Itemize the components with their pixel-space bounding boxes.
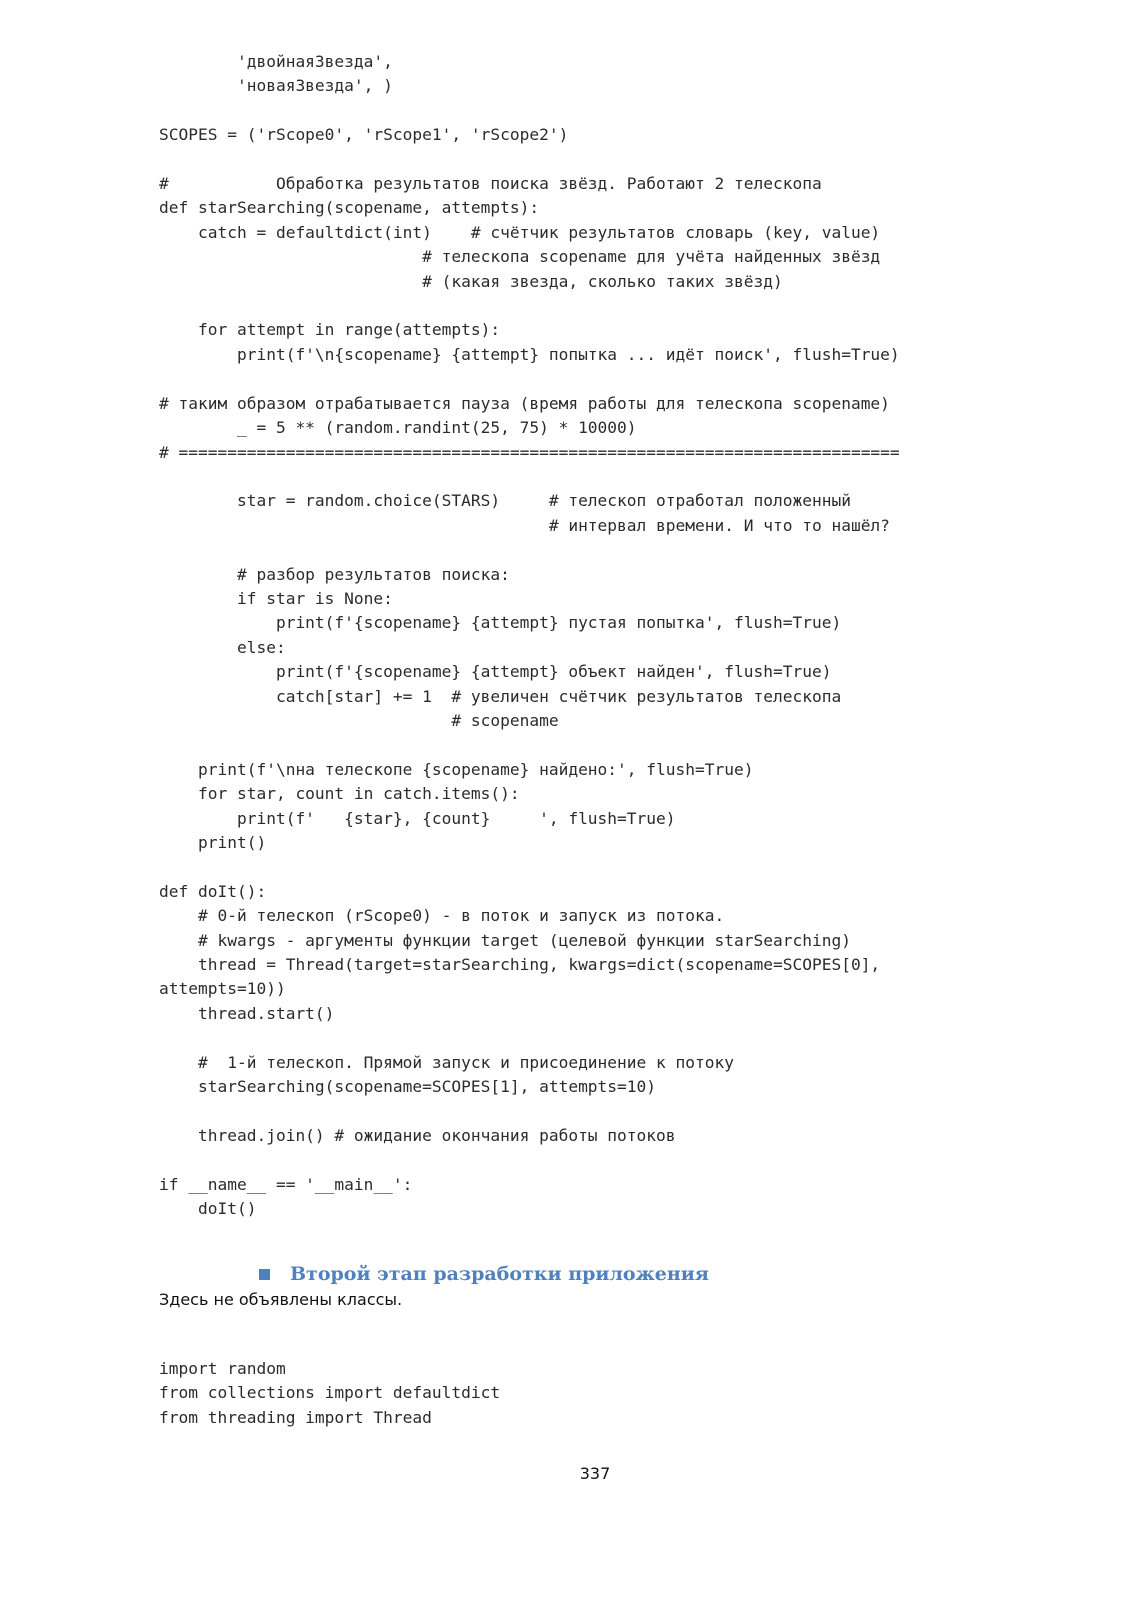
page-number: 337	[579, 1464, 611, 1483]
code-block-star-searching: 'двойнаяЗвезда', 'новаяЗвезда', ) SCOPES = ('rScope0', 'rScope1', 'rScope2') # Обработка результатов поиска звёзд. Работают 2 телескопа def starSearching(scopename, attempts): catch = defaultdict(int) # счётчик результатов словарь (key, value) # телескопа scopename для учёта найденных звёзд # (какая звезда, сколько таких звёзд) for attempt in range(attempts): print(f'\n{scopename} {attempt} попытка ... идёт поиск', flush=True) # таким образом отрабатывается пауза (время работы для телескопа scopename) _ = 5 ** (random.randint(25, 75) * 10000) # ========================================================================== star = random.choice(STARS) # телескоп отработал положенный # интервал времени. И что то нашёл? # разбор результатов поиска: if star is None: print(f'{scopename} {attempt} пустая попытка', flush=True) else: print(f'{scopename} {attempt} объект найден', flush=True) catch[star] += 1 # увеличен счётчик результатов телескопа # scopename print(f'\nна телескопе {scopename} найдено:', flush=True) for star, count in catch.items(): print(f' {star}, {count} ', flush=True) print() def doIt(): # 0-й телескоп (rScope0) - в поток и запуск из потока. # kwargs - аргументы функции target (целевой функции starSearching) thread = Thread(target=starSearching, kwargs=dict(scopename=SCOPES[0], attempts=10)) thread.start() # 1-й телескоп. Прямой запуск и присоединение к потоку starSearching(scopename=SCOPES[1], attempts=10) thread.join() # ожидание окончания работы потоков if __name__ == '__main__': doIt()	[159, 52, 900, 1219]
section-intro-text: Здесь не объявлены классы.	[159, 1290, 403, 1309]
section-heading-text: Второй этап разработки приложения	[290, 1263, 709, 1285]
section-heading	[259, 1263, 709, 1285]
code-block-imports: import random from collections import defaultdict from threading import Thread	[159, 1359, 501, 1427]
square-bullet-icon	[259, 1269, 270, 1280]
